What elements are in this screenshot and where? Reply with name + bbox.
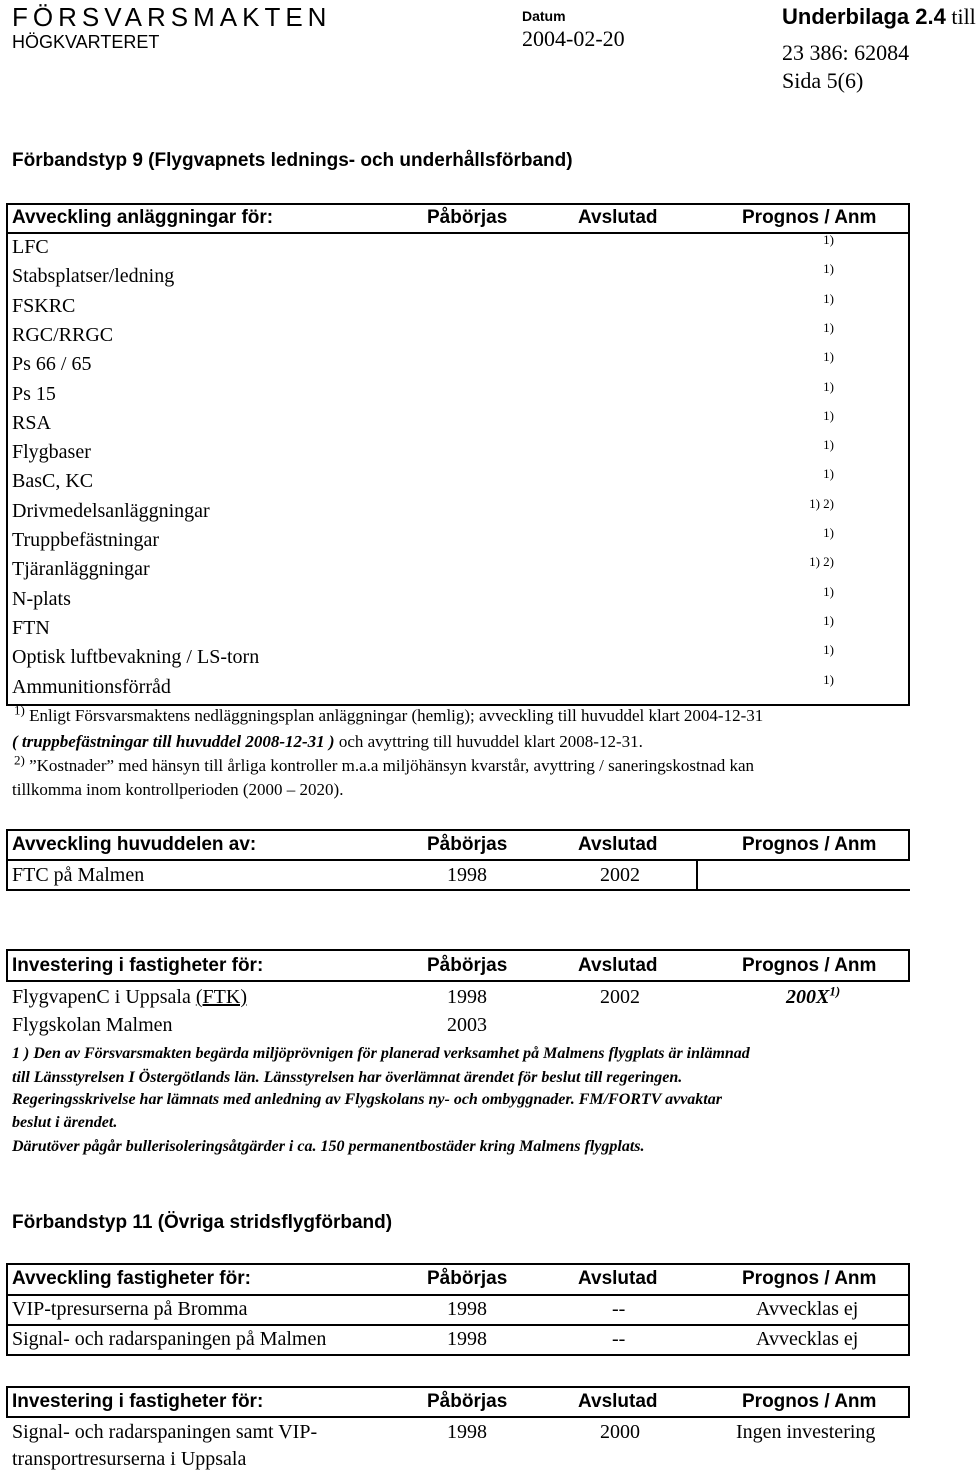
table-cell-start: 1998 (447, 1421, 487, 1443)
table-cell-name: BasC, KC (12, 470, 94, 492)
table-cell-end: 2002 (600, 864, 640, 886)
table-cell-name: Optisk luftbevakning / LS-torn (12, 646, 260, 668)
table-cell-name: Ps 15 (12, 383, 56, 405)
table-cell-name: FTN (12, 617, 50, 639)
table-cell-note: 1) (823, 437, 834, 452)
note-line: till Länsstyrelsen I Östergötlands län. Länsstyrelsen har överlämnat ärendet för beslut till regeringen. (12, 1069, 683, 1086)
col-header: Påbörjas (427, 834, 508, 855)
col-header: Avslutad (578, 1268, 658, 1289)
table-cell-start: 2003 (447, 1014, 487, 1036)
col-header: Avveckling fastigheter för: (12, 1268, 251, 1289)
table-cell-start: 1998 (447, 864, 487, 886)
table-cell-start: 1998 (447, 1328, 487, 1350)
name-underlined: (FTK) (195, 986, 247, 1008)
footnote-text: ”Kostnader” med hänsyn till årliga kontroller m.a.a miljöhänsyn kvarstår, avyttring / saneringskostnad kan (29, 756, 755, 775)
table-cell-name: Tjäranläggningar (12, 558, 150, 580)
table-cell-note: 1) (823, 613, 834, 628)
table-cell-note: 1) (823, 349, 834, 364)
bilaga-label: Underbilaga 2.4 (782, 4, 946, 29)
footnote-marker: 2) (14, 752, 25, 768)
table-cell-note: Avvecklas ej (756, 1328, 859, 1350)
col-header: Prognos / Anm (742, 955, 877, 976)
datum-value: 2004-02-20 (522, 26, 625, 51)
section-title-9: Förbandstyp 9 (Flygvapnets lednings- och underhållsförband) (12, 150, 573, 171)
table-cell-note: 1) (823, 232, 834, 247)
col-header: Påbörjas (427, 1391, 508, 1412)
table-cell-name: VIP-tpresurserna på Bromma (12, 1298, 248, 1320)
table-cell-note: 1) (823, 291, 834, 306)
col-header: Investering i fastigheter för: (12, 955, 264, 976)
footnote-1 (14, 702, 764, 726)
table-cell-note: 1) 2) (809, 554, 834, 569)
col-header: Påbörjas (427, 207, 508, 228)
table-cell-name: LFC (12, 236, 49, 258)
table-cell-name: Signal- och radarspaningen samt VIP- (12, 1421, 318, 1443)
table-cell-note: 1) (823, 672, 834, 687)
table-cell-name: N-plats (12, 588, 71, 610)
footnote-marker: 1) (14, 702, 25, 718)
footnote-2 (14, 752, 755, 776)
footnote-text: och avyttring till huvuddel klart 2008-12-31. (338, 732, 643, 751)
table-cell-note: 1) (823, 320, 834, 335)
datum-label: Datum (522, 8, 566, 24)
col-header: Prognos / Anm (742, 207, 877, 228)
table-cell-note: 1) (823, 642, 834, 657)
table-cell-note: 1) (823, 466, 834, 481)
name-part: FlygvapenC i Uppsala (12, 986, 196, 1008)
table-cell-end: -- (612, 1328, 626, 1350)
table-cell-end: -- (612, 1298, 626, 1320)
col-header: Avslutad (578, 955, 658, 976)
footnote-2-line2: tillkomma inom kontrollperioden (2000 – 2020). (12, 780, 344, 799)
note-line: beslut i ärendet. (12, 1114, 118, 1131)
note-line: Regeringsskrivelse har lämnats med anledning av Flygskolans ny- och ombyggnader. FM/FORTV avvaktar (12, 1091, 722, 1108)
table-cell-name: Signal- och radarspaningen på Malmen (12, 1328, 327, 1350)
table-cell-name: RSA (12, 412, 51, 434)
page-number: Sida 5(6) (782, 68, 864, 93)
footnote-italic: ( truppbefästningar till huvuddel 2008-12-31 ) (12, 732, 335, 751)
col-header: Påbörjas (427, 1268, 508, 1289)
table-cell-start: 1998 (447, 986, 487, 1008)
table-cell-note: Ingen investering (736, 1421, 876, 1443)
col-header: Prognos / Anm (742, 1268, 877, 1289)
table-cell-name: FTC på Malmen (12, 864, 145, 886)
col-header: Avveckling anläggningar för: (12, 207, 274, 228)
note-line: Därutöver pågår bullerisoleringsåtgärder i ca. 150 permanentbostäder kring Malmens flygplats. (12, 1138, 645, 1155)
col-header: Investering i fastigheter för: (12, 1391, 264, 1412)
table-cell-note: 1) (823, 379, 834, 394)
ref-number: 23 386: 62084 (782, 40, 910, 65)
table-cell-note: 1) (823, 408, 834, 423)
footnote-1-line2 (12, 732, 643, 752)
table-cell-name: Flygskolan Malmen (12, 1014, 173, 1036)
table-cell-name: Ps 66 / 65 (12, 353, 92, 375)
table-cell-name: transportresurserna i Uppsala (12, 1448, 247, 1470)
table-cell-name: Truppbefästningar (12, 529, 160, 551)
table-cell-note: 1) (823, 584, 834, 599)
bilaga-line (782, 4, 976, 30)
org-sub: HÖGKVARTERET (12, 32, 160, 52)
org-name: FÖRSVARSMAKTEN (12, 2, 332, 32)
col-header: Avslutad (578, 207, 658, 228)
table-cell-end: 2000 (600, 1421, 640, 1443)
table-cell-name: Drivmedelsanläggningar (12, 500, 210, 522)
col-header: Påbörjas (427, 955, 508, 976)
bilaga-till: till (951, 4, 976, 29)
col-header: Avslutad (578, 834, 658, 855)
table-cell-note: 1) (823, 525, 834, 540)
table-cell-note: Avvecklas ej (756, 1298, 859, 1320)
table-cell-name: RGC/RRGC (12, 324, 114, 346)
note-line: 1 ) Den av Försvarsmakten begärda miljöprövnigen för planerad verksamhet på Malmens flygplats är inlämnad (12, 1045, 750, 1062)
col-header: Prognos / Anm (742, 1391, 877, 1412)
table-cell-name: Flygbaser (12, 441, 91, 463)
note-value: 200X (786, 986, 830, 1008)
table-cell-end: 2002 (600, 986, 640, 1008)
table-cell-note: 1) (823, 261, 834, 276)
col-header: Avveckling huvuddelen av: (12, 834, 257, 855)
table-cell-note: 1) 2) (809, 496, 834, 511)
col-header: Prognos / Anm (742, 834, 877, 855)
table-cell-name: FSKRC (12, 295, 76, 317)
table-cell-name (12, 986, 247, 1009)
footnote-text: Enligt Försvarsmaktens nedläggningsplan anläggningar (hemlig); avveckling till huvuddel klart 2004-12-31 (29, 706, 764, 725)
note-sup: 1) (829, 983, 841, 999)
table-cell-start: 1998 (447, 1298, 487, 1320)
table-cell-name: Stabsplatser/ledning (12, 265, 175, 287)
table-cell-name: Ammunitionsförråd (12, 676, 171, 698)
section-title-11: Förbandstyp 11 (Övriga stridsflygförband) (12, 1212, 393, 1233)
table-cell-note (786, 983, 841, 1009)
col-header: Avslutad (578, 1391, 658, 1412)
